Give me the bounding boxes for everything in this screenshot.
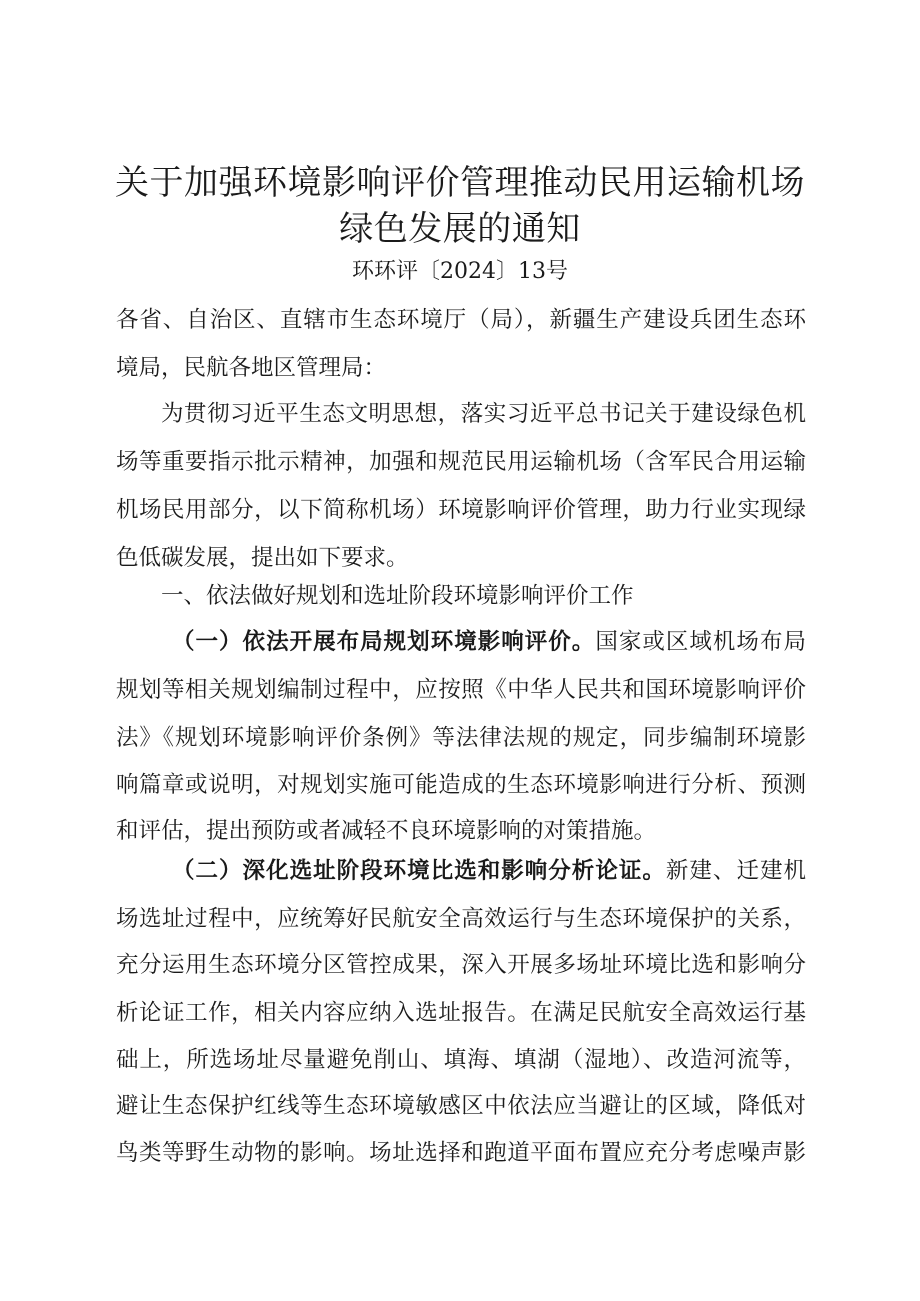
intro-line-3: 机场民用部分，以下简称机场）环境影响评价管理，助力行业实现绿 [116,497,806,523]
item-2-line-2: 场选址过程中，应统筹好民航安全高效运行与生态环境保护的关系， [116,906,806,932]
intro-line-4: 色低碳发展，提出如下要求。 [116,545,409,571]
item-2-line-6: 避让生态保护红线等生态环境敏感区中依法应当避让的区域，降低对 [116,1093,806,1119]
item-1-line-1 [172,624,806,660]
document-number: 环环评〔2024〕13号 [352,259,568,284]
intro-line-2: 场等重要指示批示精神，加强和规范民用运输机场（含军民合用运输 [116,449,806,475]
document-title-line-1: 关于加强环境影响评价管理推动民用运输机场 [115,163,805,203]
item-2-line-3: 充分运用生态环境分区管控成果，深入开展多场址环境比选和影响分 [116,952,806,978]
item-2-heading: （二）深化选址阶段环境比选和影响分析论证。 [172,858,666,884]
addressee-line-2: 境局，民航各地区管理局： [116,355,387,381]
item-2-line-5: 础上，所选场址尽量避免削山、填海、填湖（湿地）、改造河流等， [116,1047,806,1073]
item-1-line-1-text: 国家或区域机场布局 [595,629,806,655]
item-1-line-3: 法》《规划环境影响评价条例》等法律法规的规定，同步编制环境影 [116,725,806,751]
item-1-line-4: 响篇章或说明，对规划实施可能造成的生态环境影响进行分析、预测 [116,772,806,798]
item-2-line-4: 析论证工作，相关内容应纳入选址报告。在满足民航安全高效运行基 [116,1000,806,1026]
item-2-line-7: 鸟类等野生动物的影响。场址选择和跑道平面布置应充分考虑噪声影 [116,1140,806,1166]
intro-line-1: 为贯彻习近平生态文明思想，落实习近平总书记关于建设绿色机 [161,401,806,427]
section-1-heading: 一、依法做好规划和选址阶段环境影响评价工作 [161,583,634,609]
item-1-line-2: 规划等相关规划编制过程中，应按照《中华人民共和国环境影响评价 [116,677,806,703]
document-title-line-2: 绿色发展的通知 [339,209,581,249]
addressee-line-1: 各省、自治区、直辖市生态环境厅（局），新疆生产建设兵团生态环 [116,307,806,333]
item-1-line-5: 和评估，提出预防或者减轻不良环境影响的对策措施。 [116,818,657,844]
item-1-heading: （一）依法开展布局规划环境影响评价。 [172,629,596,655]
item-2-line-1-text: 新建、迁建机 [665,858,806,884]
item-2-line-1 [172,853,806,889]
